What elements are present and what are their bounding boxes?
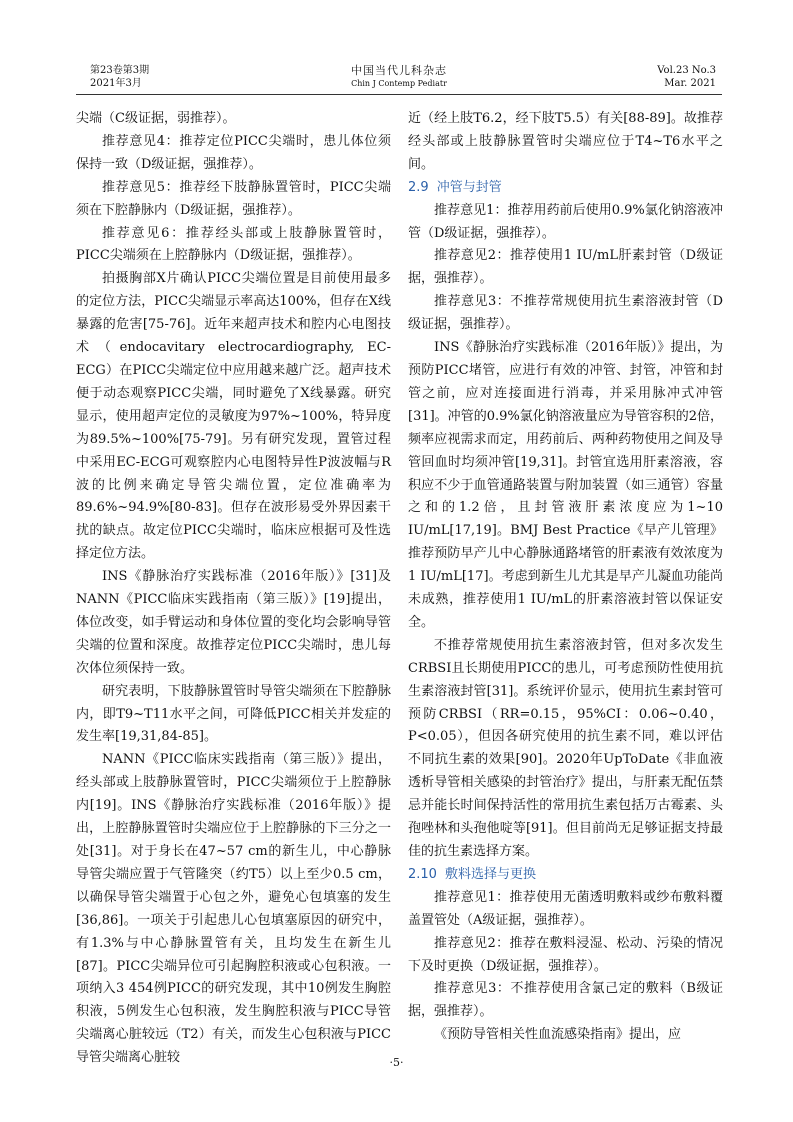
journal-title-cn: 中国当代儿科杂志 [351,64,447,77]
page-number: ·5· [389,1056,404,1069]
section-heading [408,864,723,887]
body-paragraph: 推荐意见1：推荐用药前后使用0.9%氯化钠溶液冲管（D级证据，强推荐）。 [408,202,723,241]
body-paragraph: 推荐意见6：推荐经头部或上肢静脉置管时，PICC尖端须在上腔静脉内（D级证据，强推荐）。 [76,225,391,264]
section-number: 2.10 [408,866,437,882]
date-cn: 2021年3月 [90,78,142,89]
body-paragraph: NANN《PICC临床实践指南（第三版）》提出，经头部或上肢静脉置管时，PICC尖端须位于上腔静脉内[19]。INS《静脉治疗实践标准（2016年版）》提出，上腔静脉置管时尖端应位于上腔静脉的下三分之一处[31]。对于身长在47~57 cm的新生儿，中心静脉导管尖端应置于气管隆突（约T5）以上至少0.5 cm，以确保导管尖端置于心包之外，避免心包填塞的发生[36,86]。一项关于引起患儿心包填塞原因的研究中，有1.3%与中心静脉置管有关，且均发生在新生儿[87]。PICC尖端异位可引起胸腔积液或心包积液。一项纳入3 454例PICC的研究发现，其中10例发生胸腔积液，5例发生心包积液，发生胸腔积液与PICC导管尖端离心脏较远（T2）有关，而发生心包积液与PICC导管尖端离心脏较 [76,752,391,1066]
left-column [76,108,391,1070]
journal-title-en: Chin J Contemp Pediatr [351,79,447,88]
right-column [408,108,723,1047]
section-heading [408,177,723,200]
body-paragraph: 不推荐常规使用抗生素溶液封管，但对多次发生CRBSI且长期使用PICC的患儿，可考虑预防性使用抗生素溶液封管[31]。系统评价显示，使用抗生素封管可预防CRBSI（RR=0.15，95%CI：0.06~0.40，P<0.05），但因各研究使用的抗生素不同，难以评估不同抗生素的效果[90]。2020年UpToDate《非血液透析导管相关感染的封管治疗》提出，与肝素无配伍禁忌并能长时间保持活性的常用抗生素包括万古霉素、头孢唑林和头孢他啶等[91]。但目前尚无足够证据支持最佳的抗生素选择方案。 [408,637,723,859]
body-paragraph: 推荐意见2：推荐在敷料浸湿、松动、污染的情况下及时更换（D级证据，强推荐）。 [408,935,723,974]
body-paragraph: INS《静脉治疗实践标准（2016年版）》提出，为预防PICC堵管，应进行有效的冲管、封管，冲管和封管之前，应对连接面进行消毒，并采用脉冲式冲管[31]。冲管的0.9%氯化钠溶液量应为导管容积的2倍，频率应视需求而定，用药前后、两种药物使用之间及导管回血时均须冲管[19,31]。封管宜选用肝素溶液，容积应不少于血管通路装置与附加装置（如三通管）容量之和的1.2倍，且封管液肝素浓度应为1~10 IU/mL[17,19]。BMJ Best Practice《早产儿管理》推荐预防早产儿中心静脉通路堵管的肝素液有效浓度为1 IU/mL[17]。考虑到新生儿尤其是早产儿凝血功能尚未成熟，推荐使用1 IU/mL的肝素溶液封管以保证安全。 [408,340,723,630]
date-en: Mar. 2021 [664,78,716,89]
body-paragraph: INS《静脉治疗实践标准（2016年版）》[31]及NANN《PICC临床实践指南（第三版）》[19]提出，体位改变，如手臂运动和身体位置的变化均会影响导管尖端的位置和深度。故推荐定位PICC尖端时，患儿每次体位须保持一致。 [76,569,391,676]
body-paragraph: 推荐意见3：不推荐使用含氯己定的敷料（B级证据，强推荐）。 [408,981,723,1020]
running-header [76,60,722,95]
body-paragraph: 尖端（C级证据，弱推荐）。 [76,111,236,126]
body-paragraph: 近（经上肢T6.2，经下肢T5.5）有关[88-89]。故推荐经头部或上肢静脉置管时尖端应位于T4~T6水平之间。 [408,111,723,172]
body-paragraph: 推荐意见1：推荐使用无菌透明敷料或纱布敷料覆盖置管处（A级证据，强推荐）。 [408,889,723,928]
body-paragraph: 推荐意见3：不推荐常规使用抗生素溶液封管（D级证据，强推荐）。 [408,294,723,333]
body-paragraph: 研究表明，下肢静脉置管时导管尖端须在下腔静脉内，即T9~T11水平之间，可降低PICC相关并发症的发生率[19,31,84-85]。 [76,683,391,745]
body-paragraph: 推荐意见5：推荐经下肢静脉置管时，PICC尖端须在下腔静脉内（D级证据，强推荐）。 [76,179,391,218]
volume-issue-cn: 第23卷第3期 [90,65,150,76]
header-center [76,64,722,90]
body-paragraph: 《预防导管相关性血流感染指南》提出，应 [434,1027,682,1043]
section-title: 敷料选择与更换 [444,866,536,882]
body-paragraph: 推荐意见2：推荐使用1 IU/mL肝素封管（D级证据，强推荐）。 [408,248,723,287]
header-right [657,64,716,90]
body-paragraph: 拍摄胸部X片确认PICC尖端位置是目前使用最多的定位方法，PICC尖端显示率高达100%，但存在X线暴露的危害[75-76]。近年来超声技术和腔内心电图技术（endocavitary electrocardiography, EC-ECG）在PICC尖端定位中应用越来越广泛。超声技术便于动态观察PICC尖端，同时避免了X线暴露。研究显示，使用超声定位的灵敏度为97%~100%，特异度为89.5%~100%[75-79]。另有研究发现，置管过程中采用EC-ECG可观察腔内心电图特异性P波波幅与R波的比例来确定导管尖端位置，定位准确率为89.6%~94.9%[80-83]。但存在波形易受外界因素干扰的缺点。故定位PICC尖端时，临床应根据可及性选择定位方法。 [76,271,391,562]
section-number: 2.9 [408,179,429,195]
volume-issue-en: Vol.23 No.3 [657,65,716,76]
section-title: 冲管与封管 [436,179,502,195]
body-paragraph: 推荐意见4：推荐定位PICC尖端时，患儿体位须保持一致（D级证据，强推荐）。 [76,133,391,172]
